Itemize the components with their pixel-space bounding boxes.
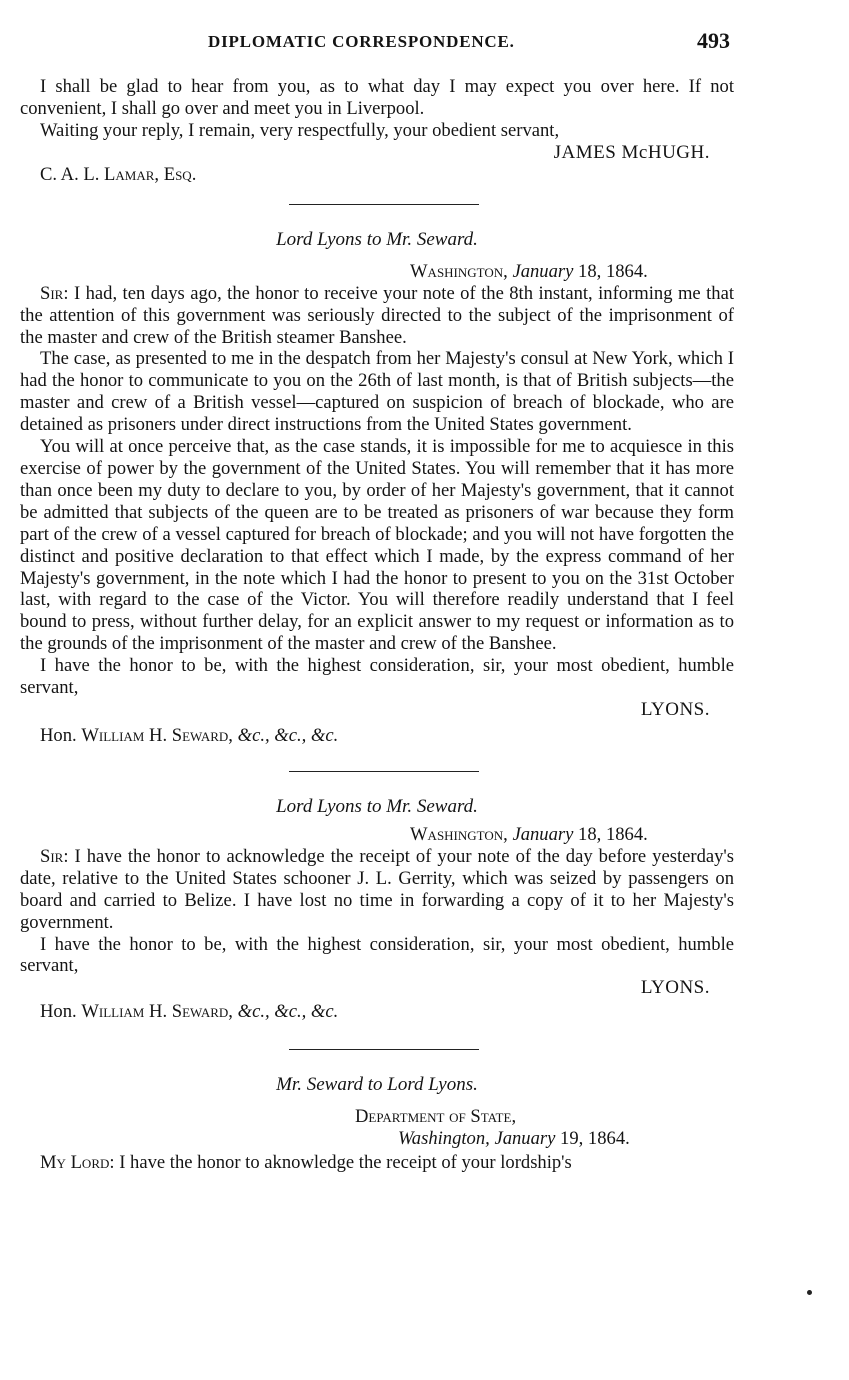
page-number: 493 [697,28,730,53]
letter3-heading: Lord Lyons to Mr. Seward. [276,795,478,817]
letter3-salutation: Sir: [40,845,69,867]
letter2-paragraph-1-text: I had, ten days ago, the honor to receive your note of the 8th instant, informing me that the attention of this government was seriously directed to the subject of the imprisonment of the master and crew of the British steamer Banshee. [20,282,734,348]
document-page [20,0,734,1380]
letter3-dateline [20,824,734,846]
letter2-date-rest: 18, 1864. [578,260,648,282]
letter2-addressee [20,725,734,747]
letter3-paragraph-1 [20,846,734,934]
section-divider [289,1049,479,1050]
letter4-salutation: My Lord: [40,1152,115,1174]
letter2-salutation: Sir: [40,282,69,304]
letter4-department: Department of State, [355,1106,517,1128]
letter2-dateline [20,261,734,283]
letter3-signature: LYONS. [640,977,710,999]
section-divider [289,771,479,772]
page-content [20,76,734,1174]
letter3-paragraph-1-text: I have the honor to acknowledge the receipt of your note of the day before yesterday's date, relative to the United States schooner J. L. Gerrity, which was seized by passengers on board and carried to Belize. I have lost no time in forwarding a copy of it to her Majesty's government. [20,845,735,933]
page-header [20,30,734,56]
letter4-date-place: Washington, [398,1128,490,1150]
letter1-paragraph-2: Waiting your reply, I remain, very respectfully, your obedient servant, [40,119,560,141]
letter4-paragraph-1-text: I have the honor to aknowledge the receipt of your lordship's [119,1152,572,1174]
letter4-date-rest: 19, 1864. [560,1128,630,1150]
letter3-date-month: January [512,823,574,845]
ink-speck [807,1290,812,1295]
letter2-paragraph-1 [20,283,734,349]
letter4-heading: Mr. Seward to Lord Lyons. [276,1074,478,1096]
running-title: DIPLOMATIC CORRESPONDENCE. [208,32,515,51]
letter4-date-month: January [494,1128,556,1150]
letter2-addressee-name: William H. Seward, [81,724,233,746]
letter3-addressee-name: William H. Seward, [81,1001,233,1023]
letter2-paragraph-3: You will at once perceive that, as the case stands, it is impossible for me to acquiesce in this exercise of power by the government of the United States. You will remember that it has more than once been my duty to declare to you, by order of her Majesty's government, that it cannot be admitted that subjects of the queen are to be treated as prisoners of war because they form part of the crew of a vessel captured for breach of blockade; and you will not have forgotten the distinct and positive declaration to that effect which I made, by the express command of her Majesty's government, in the note which I had the honor to present to you on the 31st October last, with regard to the case of the Victor. You will therefore readily understand that I feel bound to press, without further delay, for an explicit answer to my request or information as to the grounds of the imprisonment of the master and crew of the Banshee. [20,436,734,655]
letter3-addressee-suffix: &c., &c., &c. [237,1001,339,1023]
letter1-paragraph-1: I shall be glad to hear from you, as to what day I may expect you over here. If not convenient, I shall go over and meet you in Liverpool. [20,76,734,119]
letter3-paragraph-2: I have the honor to be, with the highest consideration, sir, your most obedient, humble servant, [20,933,734,977]
letter3-date-rest: 18, 1864. [578,823,648,845]
letter1-signature: JAMES McHUGH. [553,141,710,163]
letter2-date-place: Washington, [410,260,508,282]
letter2-addressee-suffix: &c., &c., &c. [237,724,339,746]
letter2-signature: LYONS. [640,698,710,720]
letter1-addressee: C. A. L. Lamar, Esq. [40,163,197,185]
letter3-date-place: Washington, [410,823,508,845]
letter4-dateline [20,1128,734,1150]
letter2-paragraph-4: I have the honor to be, with the highest consideration, sir, your most obedient, humble servant, [20,655,734,699]
letter2-date-month: January [512,260,574,282]
letter4-paragraph-1 [20,1152,734,1174]
letter3-addressee [20,1001,734,1023]
letter2-paragraph-2: The case, as presented to me in the despatch from her Majesty's consul at New York, which I had the honor to communicate to you on the 26th of last month, is that of British subjects—the master and crew of a British vessel—captured on suspicion of breach of blockade, who are detained as prisoners under direct instructions from the United States government. [20,348,734,436]
letter2-heading: Lord Lyons to Mr. Seward. [276,228,478,250]
section-divider [289,204,479,205]
letter2-addressee-prefix: Hon. [40,724,77,746]
letter3-addressee-prefix: Hon. [40,1001,77,1023]
